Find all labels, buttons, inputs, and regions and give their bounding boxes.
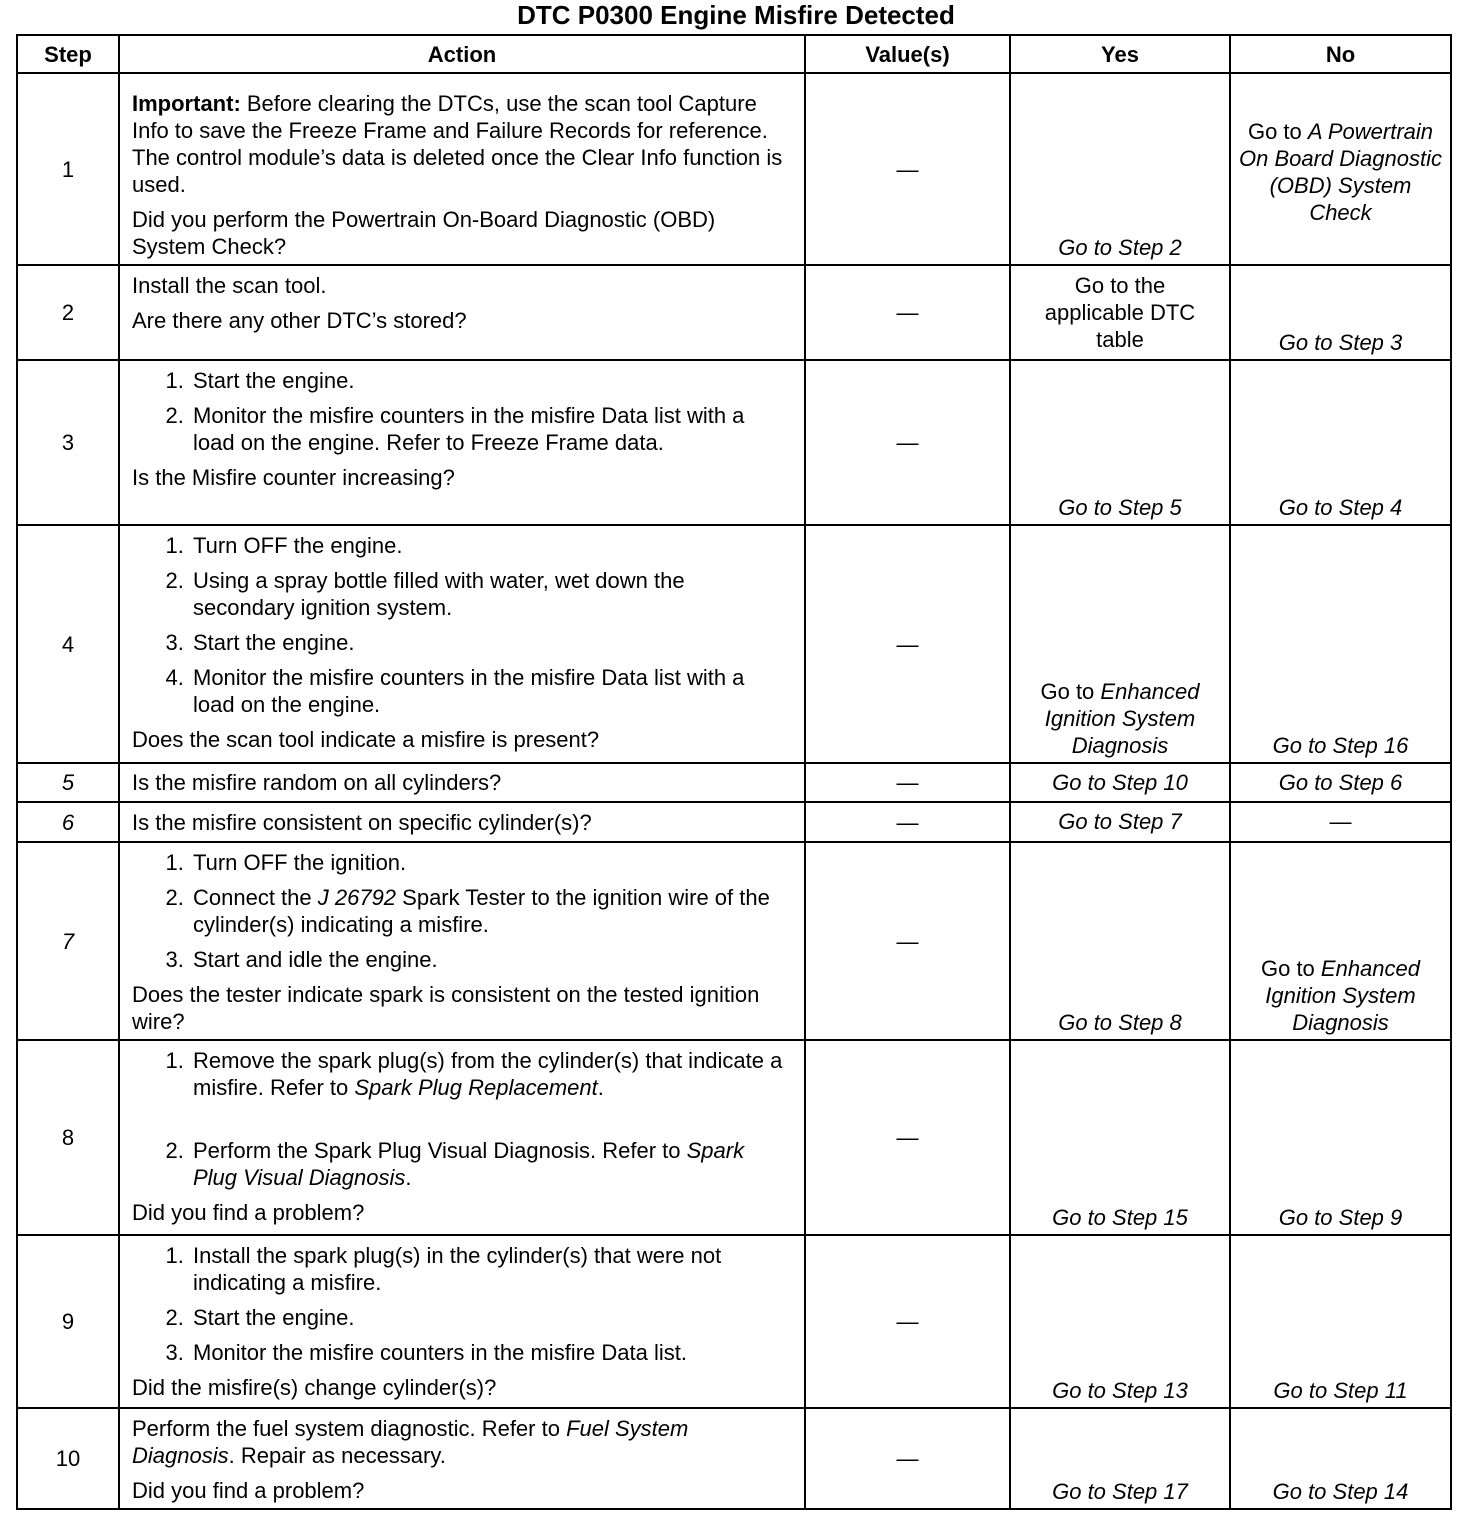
list-item-text: Remove the spark plug(s) from the cylinder(s) that indicate a misfire. Refer to (193, 1048, 783, 1100)
yes-cell: Go to Step 2 (1010, 73, 1230, 265)
value-cell: — (805, 763, 1010, 802)
list-item: 1. Install the spark plug(s) in the cylinder(s) that were not indicating a misfire. (190, 1242, 792, 1296)
value-cell: — (805, 1235, 1010, 1408)
no-cell: Go to Step 16 (1230, 525, 1451, 763)
list-item (190, 1047, 792, 1101)
no-link: Enhanced Ignition System Diagnosis (1265, 956, 1420, 1035)
action-question: Is the misfire consistent on specific cylinder(s)? (132, 809, 592, 835)
value-cell: — (805, 73, 1010, 265)
list-item: 4. Monitor the misfire counters in the misfire Data list with a load on the engine. (190, 664, 792, 718)
header-yes: Yes (1010, 35, 1230, 73)
yes-cell (1010, 525, 1230, 763)
list-item: 1. Start the engine. (190, 367, 792, 394)
no-cell: Go to Step 4 (1230, 360, 1451, 525)
action-question: Did you perform the Powertrain On-Board Diagnostic (OBD) System Check? (132, 207, 716, 259)
no-cell: Go to Step 3 (1230, 265, 1451, 360)
action-list (132, 849, 792, 973)
action-cell (119, 1408, 805, 1509)
list-item: 1. Turn OFF the engine. (190, 532, 792, 559)
yes-cell: Go to Step 8 (1010, 842, 1230, 1040)
list-item-text: Spark Tester to the ignition wire of the cylinder(s) indicating a misfire. (193, 885, 770, 937)
table-row (17, 1235, 1451, 1408)
action-cell (119, 802, 805, 842)
yes-prefix: Go to (1040, 679, 1101, 704)
list-item: 2. Using a spray bottle filled with water, wet down the secondary ignition system. (190, 567, 792, 621)
no-cell: Go to Step 6 (1230, 763, 1451, 802)
table-row (17, 525, 1451, 763)
important-text: Before clearing the DTCs, use the scan tool Capture Info to save the Freeze Frame and Failure Records for reference. The control module’s data is deleted once the Clear Info function is used. (132, 91, 783, 197)
step-number: 2 (17, 265, 119, 360)
yes-cell: Go to Step 5 (1010, 360, 1230, 525)
list-item (190, 1137, 792, 1191)
list-item-text: Connect the (193, 885, 318, 910)
table-row (17, 842, 1451, 1040)
action-cell (119, 1235, 805, 1408)
list-item-text: . (405, 1165, 412, 1190)
table-row (17, 1040, 1451, 1235)
no-cell: Go to Step 9 (1230, 1040, 1451, 1235)
value-cell: — (805, 360, 1010, 525)
action-cell (119, 265, 805, 360)
list-item: 2. Monitor the misfire counters in the misfire Data list with a load on the engine. Refer to Freeze Frame data. (190, 402, 792, 456)
action-text: Install the scan tool. (132, 273, 327, 298)
yes-cell: Go to Step 17 (1010, 1408, 1230, 1509)
action-cell (119, 360, 805, 525)
important-label: Important: (132, 91, 241, 116)
value-cell: — (805, 802, 1010, 842)
list-item: 1. Turn OFF the ignition. (190, 849, 792, 876)
action-cell (119, 1040, 805, 1235)
action-text-part: Perform the fuel system diagnostic. Refer to (132, 1416, 567, 1441)
action-question: Is the Misfire counter increasing? (132, 465, 455, 490)
step-number: 9 (17, 1235, 119, 1408)
reference-link: Spark Plug Replacement (354, 1075, 598, 1100)
no-cell (1230, 73, 1451, 265)
reference-link: Spark Plug Visual Diagnosis (193, 1138, 745, 1190)
no-cell: — (1230, 802, 1451, 842)
no-prefix: Go to (1247, 119, 1308, 144)
list-item: 2. Start the engine. (190, 1304, 792, 1331)
step-number: 8 (17, 1040, 119, 1235)
list-item-text: Perform the Spark Plug Visual Diagnosis. Refer to (193, 1138, 687, 1163)
list-item-text: . (597, 1075, 604, 1100)
action-question: Does the tester indicate spark is consistent on the tested ignition wire? (132, 982, 760, 1034)
no-cell: Go to Step 14 (1230, 1408, 1451, 1509)
list-item: 3. Start the engine. (190, 629, 792, 656)
yes-cell: Go to the applicable DTC table (1010, 265, 1230, 360)
value-cell: — (805, 1040, 1010, 1235)
header-row (17, 35, 1451, 73)
action-question: Does the scan tool indicate a misfire is present? (132, 727, 600, 752)
no-prefix: Go to (1260, 956, 1321, 981)
header-no: No (1230, 35, 1451, 73)
yes-link: Enhanced Ignition System Diagnosis (1044, 679, 1200, 758)
table-row (17, 265, 1451, 360)
yes-cell: Go to Step 15 (1010, 1040, 1230, 1235)
list-item (190, 884, 792, 938)
header-step: Step (17, 35, 119, 73)
yes-cell: Go to Step 13 (1010, 1235, 1230, 1408)
step-number: 1 (17, 73, 119, 265)
step-number: 5 (17, 763, 119, 802)
action-question: Did the misfire(s) change cylinder(s)? (132, 1375, 497, 1400)
action-text-part: . Repair as necessary. (228, 1443, 446, 1468)
action-question: Are there any other DTC’s stored? (132, 308, 467, 333)
action-cell (119, 73, 805, 265)
table-row (17, 360, 1451, 525)
action-text (132, 90, 792, 198)
table-row (17, 73, 1451, 265)
step-number: 7 (17, 842, 119, 1040)
no-cell: Go to Step 11 (1230, 1235, 1451, 1408)
page-title: DTC P0300 Engine Misfire Detected (517, 0, 955, 30)
no-link: A Powertrain On Board Diagnostic (OBD) System Check (1239, 119, 1442, 225)
step-number: 6 (17, 802, 119, 842)
reference-link: Fuel System Diagnosis (132, 1416, 689, 1468)
value-cell: — (805, 1408, 1010, 1509)
step-number: 4 (17, 525, 119, 763)
table-row (17, 1408, 1451, 1509)
action-question: Did you find a problem? (132, 1200, 365, 1225)
header-action: Action (119, 35, 805, 73)
value-cell: — (805, 265, 1010, 360)
table-row (17, 802, 1451, 842)
header-values: Value(s) (805, 35, 1010, 73)
yes-cell: Go to Step 10 (1010, 763, 1230, 802)
value-cell: — (805, 525, 1010, 763)
step-number: 3 (17, 360, 119, 525)
diagnostic-table (16, 34, 1452, 1510)
action-question: Is the misfire random on all cylinders? (132, 770, 502, 795)
list-item: 3. Start and idle the engine. (190, 946, 792, 973)
list-item: 3. Monitor the misfire counters in the misfire Data list. (190, 1339, 792, 1366)
step-number: 10 (17, 1408, 119, 1509)
table-row (17, 763, 1451, 802)
action-list (132, 532, 792, 718)
action-cell (119, 842, 805, 1040)
action-text (132, 1415, 792, 1469)
action-list (132, 1242, 792, 1366)
no-cell (1230, 842, 1451, 1040)
action-cell (119, 763, 805, 802)
yes-cell: Go to Step 7 (1010, 802, 1230, 842)
tool-name: J 26792 (317, 885, 397, 910)
action-list (132, 1047, 792, 1191)
action-list (132, 367, 792, 456)
action-cell (119, 525, 805, 763)
value-cell: — (805, 842, 1010, 1040)
action-question: Did you find a problem? (132, 1478, 365, 1503)
